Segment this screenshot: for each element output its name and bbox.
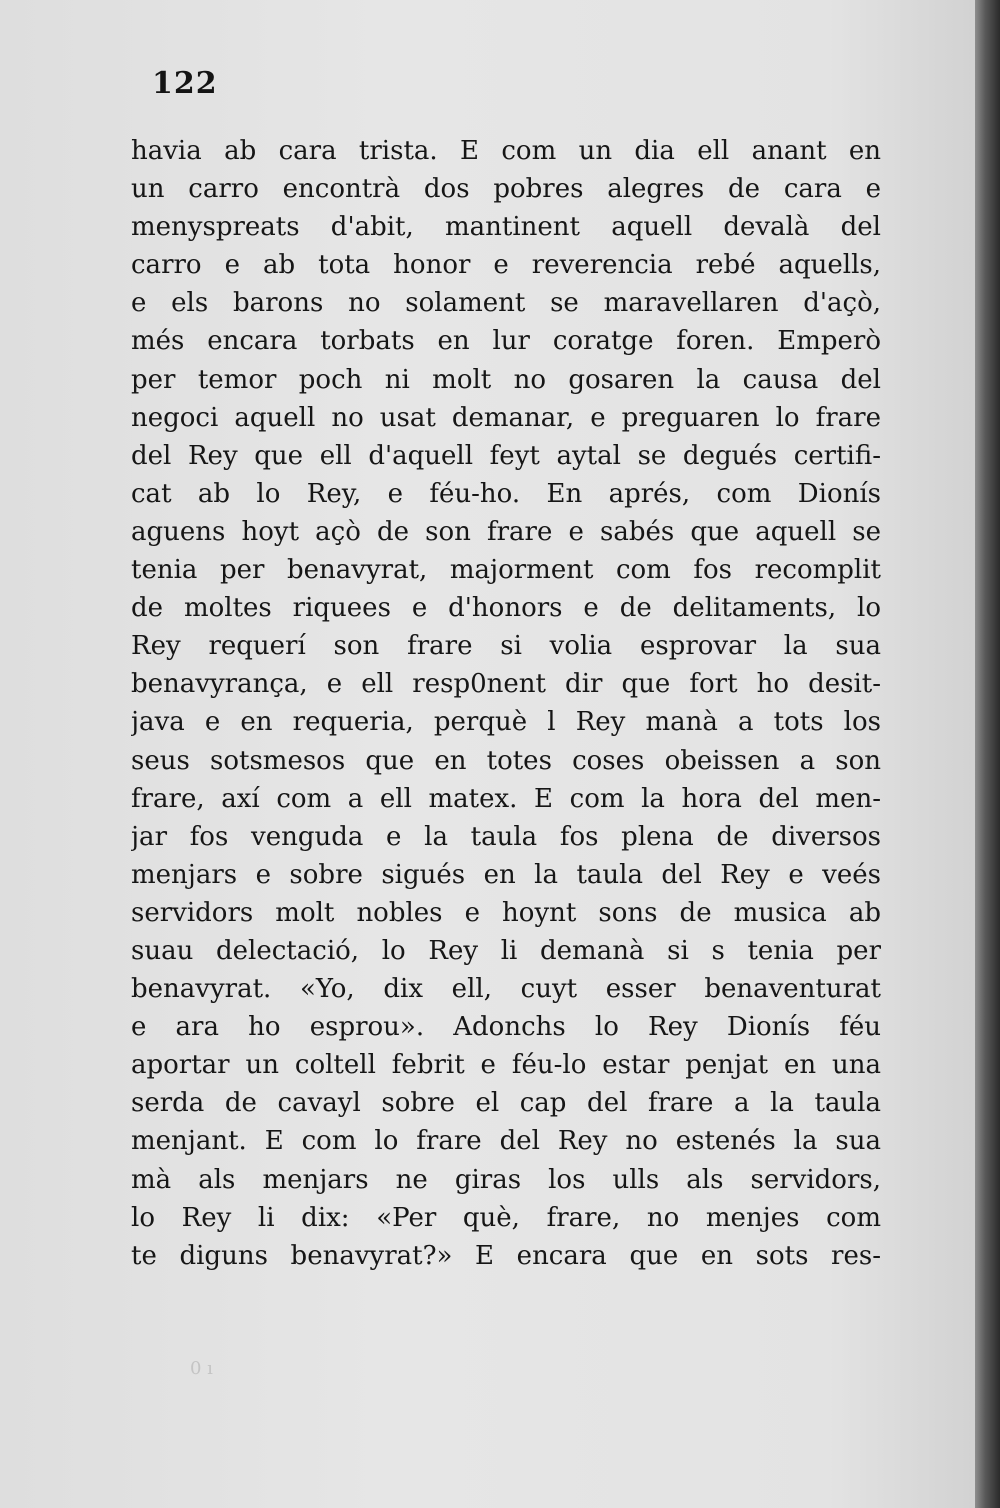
text-line: menjars e sobre sigués en la taula del Rey e veés bbox=[131, 859, 881, 890]
text-line: negoci aquell no usat demanar, e preguaren lo frare bbox=[131, 402, 881, 433]
text-line: seus sotsmesos que en totes coses obeissen a son bbox=[131, 745, 881, 776]
text-line: frare, axí com a ell matex. E com la hora del men- bbox=[131, 783, 881, 814]
text-line: carro e ab tota honor e reverencia rebé aquells, bbox=[131, 250, 881, 281]
text-line: e els barons no solament se maravellaren d'açò, bbox=[131, 288, 881, 319]
text-line: menjant. E com lo frare del Rey no estenés la sua bbox=[131, 1126, 881, 1157]
page-edge-shadow bbox=[975, 0, 1000, 1508]
text-line: te diguns benavyrat?» E encara que en sots res- bbox=[131, 1240, 881, 1271]
text-line: tenia per benavyrat, majorment com fos recomplit bbox=[131, 555, 881, 586]
text-line: suau delectació, lo Rey li demanà si s tenia per bbox=[131, 935, 881, 966]
text-line: havia ab cara trista. E com un dia ell anant en bbox=[131, 136, 881, 166]
text-line: benavyrat. «Yo, dix ell, cuyt esser benaventurat bbox=[131, 974, 881, 1005]
text-line: serda de cavayl sobre el cap del frare a la taula bbox=[131, 1088, 881, 1119]
text-line: java e en requeria, perquè l Rey manà a tots los bbox=[131, 707, 881, 738]
text-line: lo Rey li dix: «Per què, frare, no menjes com bbox=[131, 1202, 881, 1233]
text-line: un carro encontrà dos pobres alegres de cara e bbox=[131, 174, 881, 205]
text-line: del Rey que ell d'aquell feyt aytal se degués certifi- bbox=[131, 440, 881, 471]
text-line: cat ab lo Rey, e féu-ho. En aprés, com Dionís bbox=[131, 478, 881, 509]
faint-bleed-through-mark: 0 ı bbox=[190, 1358, 213, 1379]
page-number: 122 bbox=[152, 66, 218, 101]
text-line: més encara torbats en lur coratge foren. Emperò bbox=[131, 326, 881, 357]
text-line: menyspreats d'abit, mantinent aquell devalà del bbox=[131, 212, 881, 243]
text-line: jar fos venguda e la taula fos plena de diversos bbox=[131, 821, 881, 852]
text-line: aportar un coltell febrit e féu-lo estar penjat en una bbox=[131, 1050, 881, 1081]
text-line: de moltes riquees e d'honors e de delitaments, lo bbox=[131, 593, 881, 624]
text-line: e ara ho esprou». Adonchs lo Rey Dionís féu bbox=[131, 1012, 881, 1043]
text-line: per temor poch ni molt no gosaren la causa del bbox=[131, 364, 881, 395]
text-line: servidors molt nobles e hoynt sons de musica ab bbox=[131, 897, 881, 928]
body-text bbox=[131, 132, 881, 1275]
text-line: aguens hoyt açò de son frare e sabés que aquell se bbox=[131, 516, 881, 547]
text-line: Rey requerí son frare si volia esprovar la sua bbox=[131, 631, 881, 662]
text-line: benavyrança, e ell resp0nent dir que fort ho desit- bbox=[131, 669, 881, 700]
text-line: mà als menjars ne giras los ulls als servidors, bbox=[131, 1164, 881, 1195]
